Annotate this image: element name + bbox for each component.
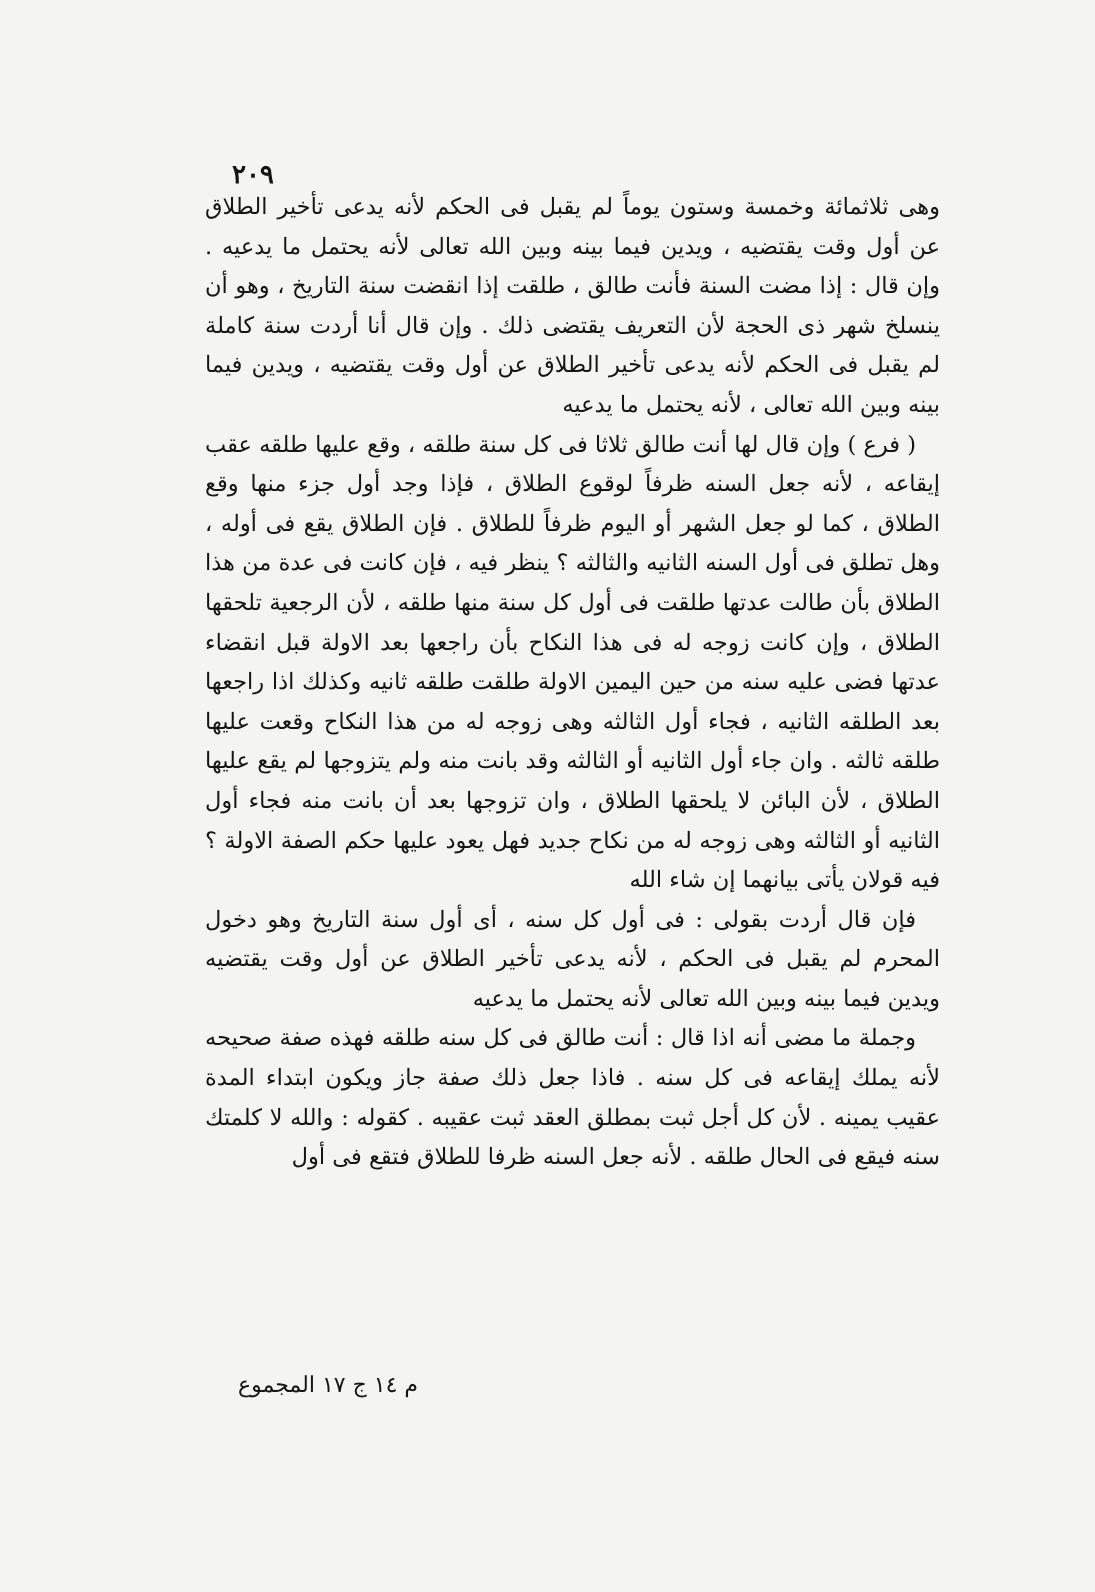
paragraph-2: ( فرع ) وإن قال لها أنت طالق ثلاثا فى كل سنة طلقه ، وقع عليها طلقه عقب إيقاعه ، لأنه جعل السنه ظرفاً لوقوع الطلاق ، فإذا وجد أول جزء منها وقع الطلاق ، كما لو جعل الشهر أو اليوم ظرفاً للطلاق . فإن الطلاق يقع فى أوله ، وهل تطلق فى أول السنه الثانيه والثالثه ؟ ينظر فيه ، فإن كانت فى عدة من هذا الطلاق بأن طالت عدتها طلقت فى أول كل سنة منها طلقه ، لأن الرجعية تلحقها الطلاق ، وإن كانت زوجه له فى هذا النكاح بأن راجعها بعد الاولة قبل انقضاء عدتها فضى عليه سنه من حين اليمين الاولة طلقت طلقه ثانيه وكذلك اذا راجعها بعد الطلقه الثانيه ، فجاء أول الثالثه وهى زوجه له من هذا النكاح وقعت عليها طلقه ثالثه . وان جاء أول الثانيه أو الثالثه وقد بانت منه ولم يتزوجها لم يقع عليها الطلاق ، لأن البائن لا يلحقها الطلاق ، وان تزوجها بعد أن بانت منه فجاء أول الثانيه أو الثالثه وهى زوجه له من نكاح جديد فهل يعود عليها حكم الصفة الاولة ؟ فيه قولان يأتى بيانهما إن شاء الله bbox=[205, 431, 940, 894]
body-text bbox=[205, 188, 940, 1178]
page-number: ٢٠٩ bbox=[232, 160, 274, 190]
paragraph-1: وهى ثلاثمائة وخمسة وستون يوماً لم يقبل فى الحكم لأنه يدعى تأخير الطلاق عن أول وقت يقتضيه ، ويدين فيما بينه وبين الله تعالى لأنه يحتمل ما يدعيه . وإن قال : إذا مضت السنة فأنت طالق ، طلقت إذا انقضت سنة التاريخ ، وهو أن ينسلخ شهر ذى الحجة لأن التعريف يقتضى ذلك . وإن قال أنا أردت سنة كاملة لم يقبل فى الحكم لأنه يدعى تأخير الطلاق عن أول وقت يقتضيه ، ويدين فيما بينه وبين الله تعالى ، لأنه يحتمل ما يدعيه bbox=[205, 194, 940, 418]
paragraph-4: وجملة ما مضى أنه اذا قال : أنت طالق فى كل سنه طلقه فهذه صفة صحيحه لأنه يملك إيقاعه فى كل سنه . فاذا جعل ذلك صفة جاز ويكون ابتداء المدة عقيب يمينه . لأن كل أجل ثبت بمطلق العقد ثبت عقيبه . كقوله : والله لا كلمتك سنه فيقع فى الحال طلقه . لأنه جعل السنه ظرفا للطلاق فتقع فى أول bbox=[205, 1025, 940, 1171]
page-footer: م ١٤ ج ١٧ المجموع bbox=[238, 1373, 419, 1398]
paragraph-3: فإن قال أردت بقولى : فى أول كل سنه ، أى أول سنة التاريخ وهو دخول المحرم لم يقبل فى الحكم ، لأنه يدعى تأخير الطلاق عن أول وقت يقتضيه ويدين فيما بينه وبين الله تعالى لأنه يحتمل ما يدعيه bbox=[205, 906, 940, 1012]
